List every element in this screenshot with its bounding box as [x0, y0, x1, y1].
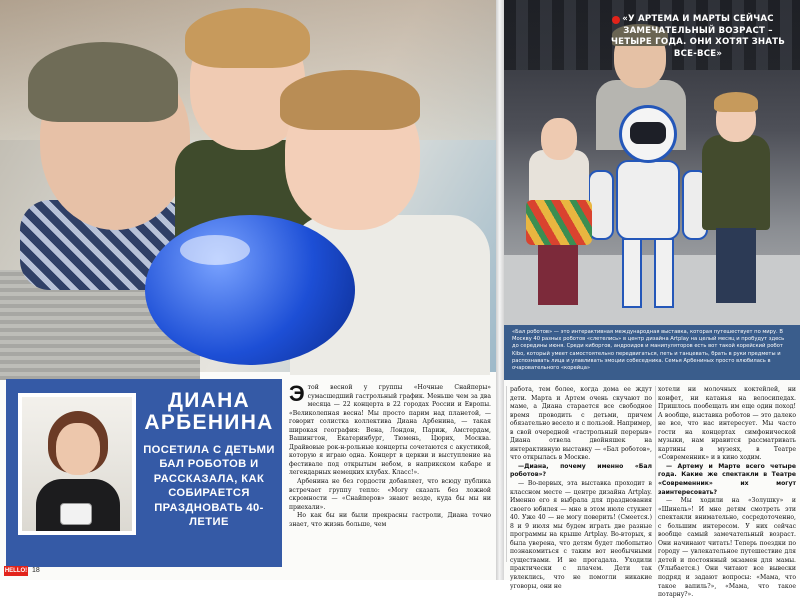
page-gutter: [496, 0, 504, 580]
photo-boy-jacket: [702, 135, 770, 230]
photo-boy-hair: [714, 92, 758, 112]
column-divider: [655, 386, 656, 562]
photo-girl-legs: [538, 245, 578, 305]
photo-boy-hair: [185, 8, 310, 68]
article-text: той весной у группы «Ночные Снайперы» сумасшедший гастрольный график. Меньше чем за два месяца — 22 концерта в 22 городах России и Европы. «Великолепная весна! Мы просто парим над планетой, — говорит солистка коллектива Диана Арбенина, — такая широкая география: Вена, Лондон, Париж, Амстердам, Вашингтон, Екатеринбург, Тюмень, Цюрих, Москва. Драйвовые рок-н-рольные концерты сочетаются с акустикой, которую я играю одна. Концерт в церкви и выступление на фестивале под открытым небом, в наприкском кабаре и легендарных немецких клубах. Класс!».: [289, 384, 491, 477]
headline-name: ДИАНА АРБЕНИНА: [144, 389, 274, 434]
portrait-photo: [18, 393, 136, 535]
page-number: 18: [32, 567, 40, 574]
article-column-1: [289, 381, 491, 562]
portrait-cup: [60, 503, 92, 525]
pull-quote: «У АРТЕМА И МАРТЫ СЕЙЧАС ЗАМЕЧАТЕЛЬНЫЙ ВОЗРАСТ – ЧЕТЫРЕ ГОДА. ОНИ ХОТЯТ ЗНАТЬ ВСЕ-ВСЕ»: [611, 14, 785, 59]
robot-torso: [616, 160, 680, 240]
photo-dome-highlight: [180, 235, 250, 265]
photo-blue-robot-dome: [145, 215, 355, 365]
headline-subtitle: ПОСЕТИЛА С ДЕТЬМИ БАЛ РОБОТОВ И РАССКАЗАЛА, КАК СОБИРАЕТСЯ ПРАЗДНОВАТЬ 40-ЛЕТИЕ: [143, 444, 275, 529]
article-paragraph: хотели ни молочных коктейлей, ни конфет, ни катанья на велосипедах. Пришлось пообещать им еще один поход! А вообще, выставка роботов — это далеко не все, что нас интересует. Мы часто гости на концертах симфонической музыки, нам нравится рассматривать картины в музеях, в Театре «Современник» и в кино ходим.: [658, 386, 796, 462]
robot-right-leg: [654, 238, 674, 308]
article-column-3: [658, 386, 796, 599]
photo-caption: «Бал роботов» — это интерактивная международная выставка, которая путешествует по миру. В Москву 40 разных роботов «слетелись» в центр дизайна Artplay на целый месяц и пробудут здесь до середины июня. Среди киборгов, андроидов и манипуляторов есть вот такой корейский робот Kibo, который умеет самостоятельно передвигаться, петь и танцевать, брать в руки предметы и распознавать лица и улавливать эмоции собеседника. Семья Арбениных просто влюбилась в очаровательного «корейца»: [504, 325, 800, 380]
photo-second-boy-hair: [280, 70, 420, 130]
robot-left-leg: [622, 238, 642, 308]
article-paragraph: Арбенина не без гордости добавляет, что всюду публика встречает группу тепло: «Могу сказать без ложной скромности — «Снайперов» знают везде, куда бы мы ни приехали».: [289, 478, 491, 511]
article-paragraph: Но как бы ни были прекрасны гастроли, Диана точно знает, что жизнь больше, чем: [289, 512, 491, 528]
robot-visor: [630, 122, 666, 144]
photo-girl-face: [541, 118, 577, 160]
main-photo: [0, 0, 496, 372]
article-paragraph: [289, 381, 491, 478]
photo-woman-cap: [28, 42, 178, 122]
article-column-2: [510, 386, 652, 590]
interview-question: — Артему и Марте всего четыре года. Какие же спектакли в Театре «Современник» их могут заинтересовать?: [658, 462, 796, 496]
photo-girl-skirt: [526, 200, 592, 245]
interview-question: —Диана, почему именно «Бал роботов»?: [510, 462, 652, 479]
portrait-face: [56, 423, 100, 475]
article-paragraph: работа, тем более, когда дома ее ждут дети. Марта и Артем очень скучают по маме, а Диана старается все свободное время проводить с детьми, причем обязательно весело и с пользой. Например, в свой очередной «гастрольный перерыв» Диана отвела двойняшек на интерактивную выставку — «Бал роботов», что открылась в Москве.: [510, 386, 652, 462]
column-divider: [506, 386, 507, 562]
photo-boy-legs: [716, 228, 756, 303]
article-paragraph: — Мы ходили на «Золушку» и «Шинель»! И мне детям смотреть эти спектакли внимательно, сосредоточенно, с большим интересом. У них сейчас вообще самый замечательный возраст. Они начинают читать! Теперь поездки по городу — увлекательное путешествие для детей и постоянный экзамен для мамы. (Улыбается.) Они читают все вывески подряд и задают вопросы: «Мама, что такое вапиль?», «Мама, что такое потарну?».: [658, 497, 796, 599]
magazine-logo: HELLO!: [4, 568, 28, 574]
drop-cap: Э: [289, 381, 305, 406]
article-paragraph: — Во-первых, эта выставка проходит в классном месте — центре дизайна Artplay. Именно его я выбрала для празднования своего юбилея — мне в этом июле стукнет 40. Уже 40 — не могу поверить! (Смеется.) 8 и 9 июля мы будем играть две разные программы на крыше Artplay. Во-вторых, я была уверена, что детям будет любопытно познакомиться с таким вот необычными существами. И не прогадала. Уходили практически с плачем. Дети так увлеклись, что не помогли никакие уговоры, они не: [510, 480, 652, 590]
